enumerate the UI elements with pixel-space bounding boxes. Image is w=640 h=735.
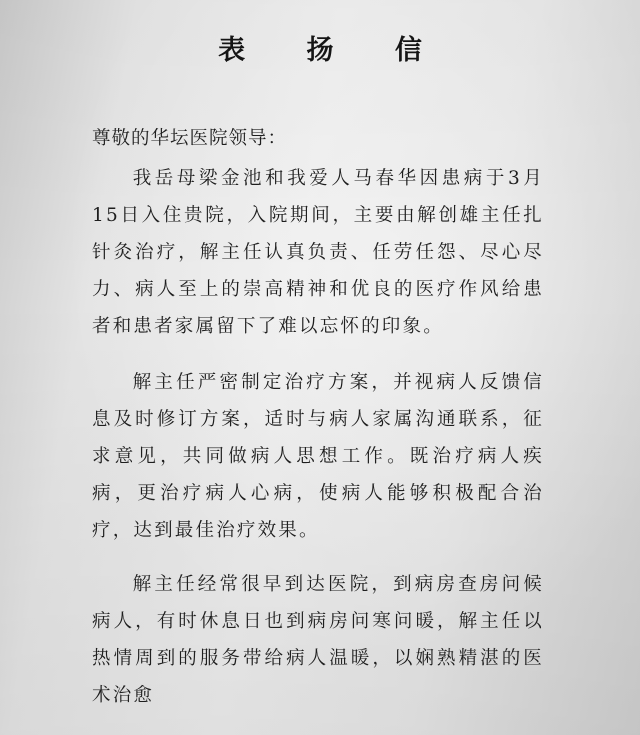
letter-paragraph: 我岳母梁金池和我爱人马春华因患病于3月15日入住贵院，入院期间，主要由解创雄主任扎针灸治疗，解主任认真负责、任劳任怨、尽心尽力、病人至上的崇高精神和优良的医疗作风给患者和患者家属留下了难以忘怀的印象。 (92, 168, 544, 337)
letter-title: 表 扬 信 (218, 35, 448, 66)
letter-salutation: 尊敬的华坛医院领导： (92, 128, 288, 149)
letter-paragraph: 解主任严密制定治疗方案，并视病人反馈信息及时修订方案，适时与病人家属沟通联系，征求意见，共同做病人思想工作。既治疗病人疾病，更治疗病人心病，使病人能够积极配合治疗，达到最佳治疗效果。 (92, 372, 544, 541)
letter-paragraph: 解主任经常很早到达医院，到病房查房问候病人，有时休息日也到病房问寒问暖，解主任以热情周到的服务带给病人温暖，以娴熟精湛的医术治愈 (92, 574, 544, 706)
